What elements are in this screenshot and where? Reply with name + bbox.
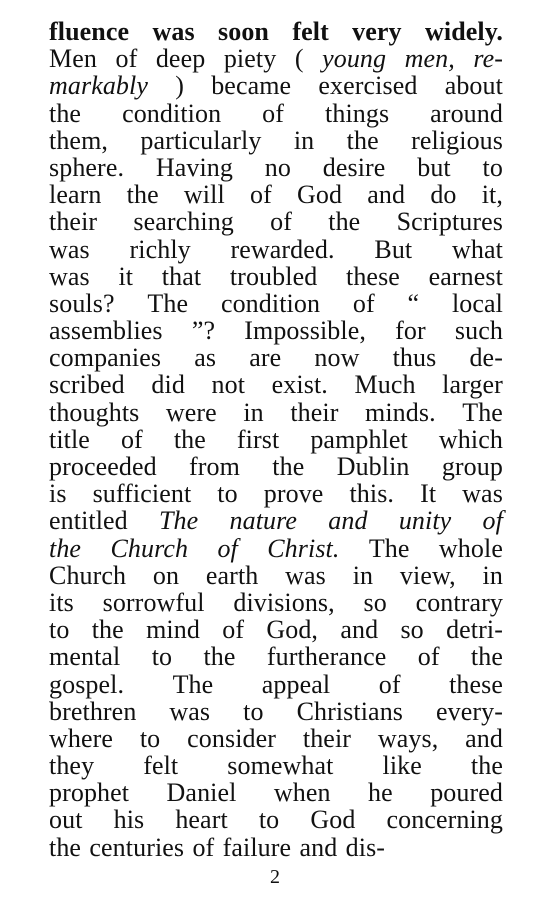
text-line: entitled The nature and unity of [49,506,503,536]
text-line: prophet Daniel when he poured [49,778,503,808]
text-line: where to consider their ways, and [49,723,503,753]
page-number: 2 [270,866,280,888]
text-line: companies as are now thus de- [49,343,503,373]
text-line: was richly rewarded. But what [49,234,503,264]
text-line: their searching of the Scriptures [49,207,503,237]
text-line: mental to the furtherance of the [49,642,503,672]
text-line: Church on earth was in view, in [49,560,503,590]
text-line: title of the first pamphlet which [49,424,503,454]
text-line: is sufficient to prove this. It was [49,479,503,509]
text-line: the centuries of failure and dis- [49,832,386,862]
body-text [49,18,503,861]
text-line: thoughts were in their minds. The [49,397,503,427]
text-line: was it that troubled these earnest [49,261,503,291]
text-line: the condition of things around [49,98,503,128]
text-line: they felt somewhat like the [49,751,503,781]
text-line: gospel. The appeal of these [49,669,503,699]
text-line: to the mind of God, and so detri- [49,615,503,645]
text-line: them, particularly in the religious [49,125,503,155]
text-line: assemblies ”? Impossible, for such [49,316,503,346]
text-line: proceeded from the Dublin group [49,452,503,481]
text-line: sphere. Having no desire but to [49,152,503,182]
text-line: learn the will of God and do it, [49,180,503,210]
text-line: souls? The condition of “ local [49,288,503,318]
text-line: Men of deep piety ( young men, re- [49,44,503,74]
text-line: the Church of Christ. The whole [49,533,503,563]
text-line: brethren was to Christians every- [49,696,503,726]
text-line: scribed did not exist. Much larger [49,370,503,400]
text-line: fluence was soon felt very widely. [49,17,503,46]
text-line: its sorrowful divisions, so contrary [49,587,503,617]
text-line: out his heart to God concerning [49,805,503,835]
text-line: markably ) became exercised about [49,71,503,101]
